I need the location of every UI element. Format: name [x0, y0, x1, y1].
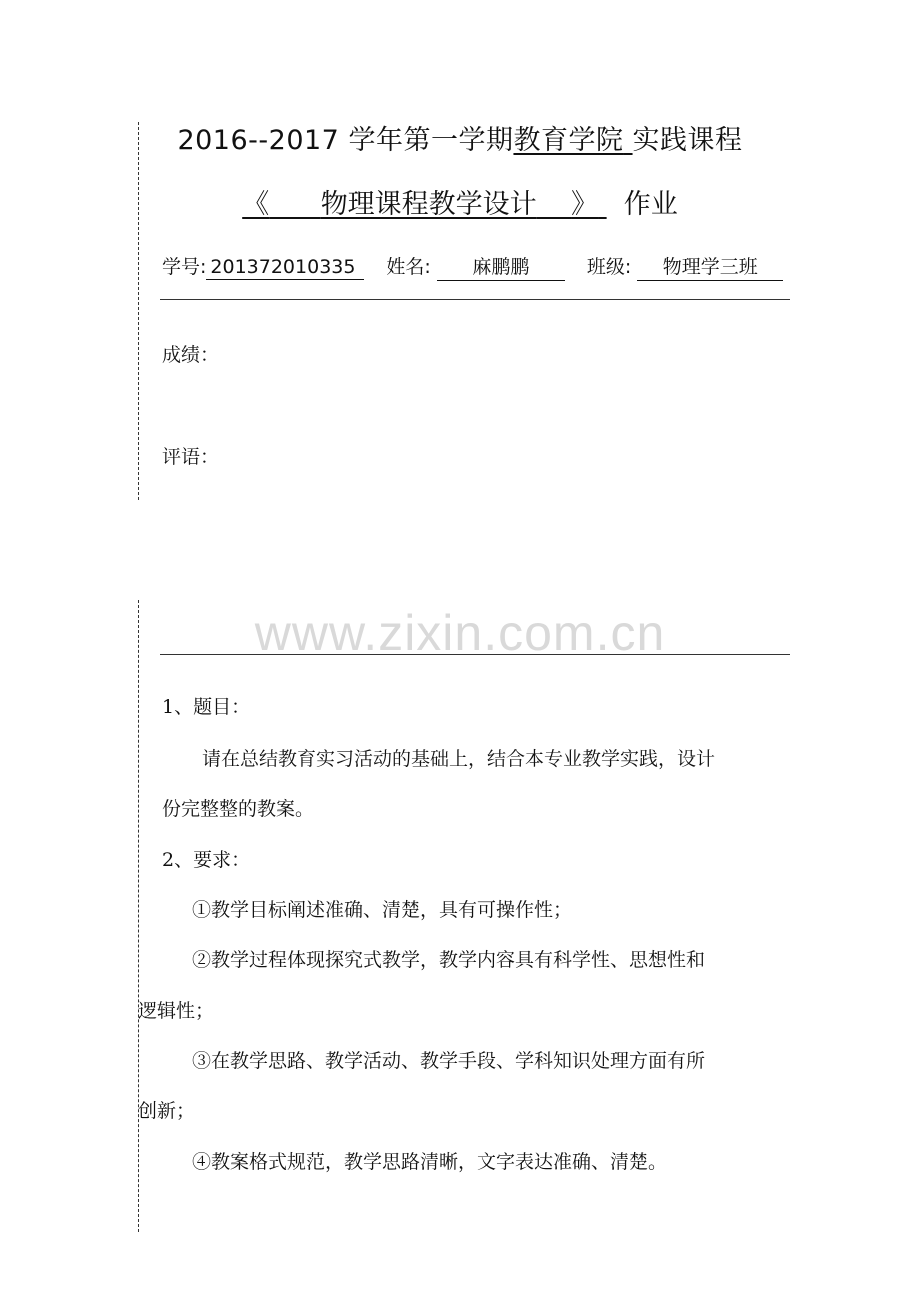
requirement-2-line1: ②教学过程体现探究式教学，教学内容具有科学性、思想性和: [192, 949, 706, 971]
requirement-3-line2: 创新；: [138, 1100, 196, 1122]
requirement-4: ④教案格式规范，教学思路清晰，文字表达准确、清楚。: [192, 1151, 668, 1173]
question-text-line2: 份完整整的教案。: [162, 798, 315, 820]
requirements-heading: 2、要求：: [162, 849, 251, 871]
watermark-text: www.zixin.com.cn: [254, 605, 666, 661]
class-value: 物理学三班: [637, 252, 783, 281]
student-id-label: 学号:: [162, 256, 207, 278]
document-title-line2: [0, 182, 920, 221]
score-label: 成绩：: [162, 344, 220, 366]
course-title: 《 物理课程教学设计 》: [242, 189, 599, 220]
requirement-2-line2: 逻辑性；: [138, 1000, 215, 1022]
course-type: 实践课程: [632, 125, 743, 156]
assignment-label: 作业: [623, 189, 678, 220]
divider-top: [160, 299, 790, 300]
student-info-row: [162, 252, 792, 281]
student-id-value: 201372010335: [206, 256, 364, 280]
comment-label: 评语：: [162, 446, 220, 468]
question-text-line1: 请在总结教育实习活动的基础上，结合本专业教学实践，设计: [202, 748, 716, 770]
binding-margin-line-top: [138, 122, 139, 500]
requirement-1: ①教学目标阐述准确、清楚，具有可操作性；: [192, 899, 573, 921]
student-name-label: 姓名:: [386, 256, 431, 278]
divider-bottom: [160, 654, 790, 655]
college-name: 教育学院: [513, 125, 624, 156]
requirement-3-line1: ③在教学思路、教学活动、教学手段、学科知识处理方面有所: [192, 1050, 706, 1072]
question-heading: 1、题目：: [162, 696, 251, 718]
class-label: 班级:: [586, 256, 632, 278]
document-title-line1: [0, 118, 920, 157]
semester-text: 2016--2017 学年第一学期: [177, 125, 514, 156]
binding-margin-line-bottom: [138, 600, 139, 1232]
student-name-value: 麻鹏鹏: [437, 252, 565, 281]
